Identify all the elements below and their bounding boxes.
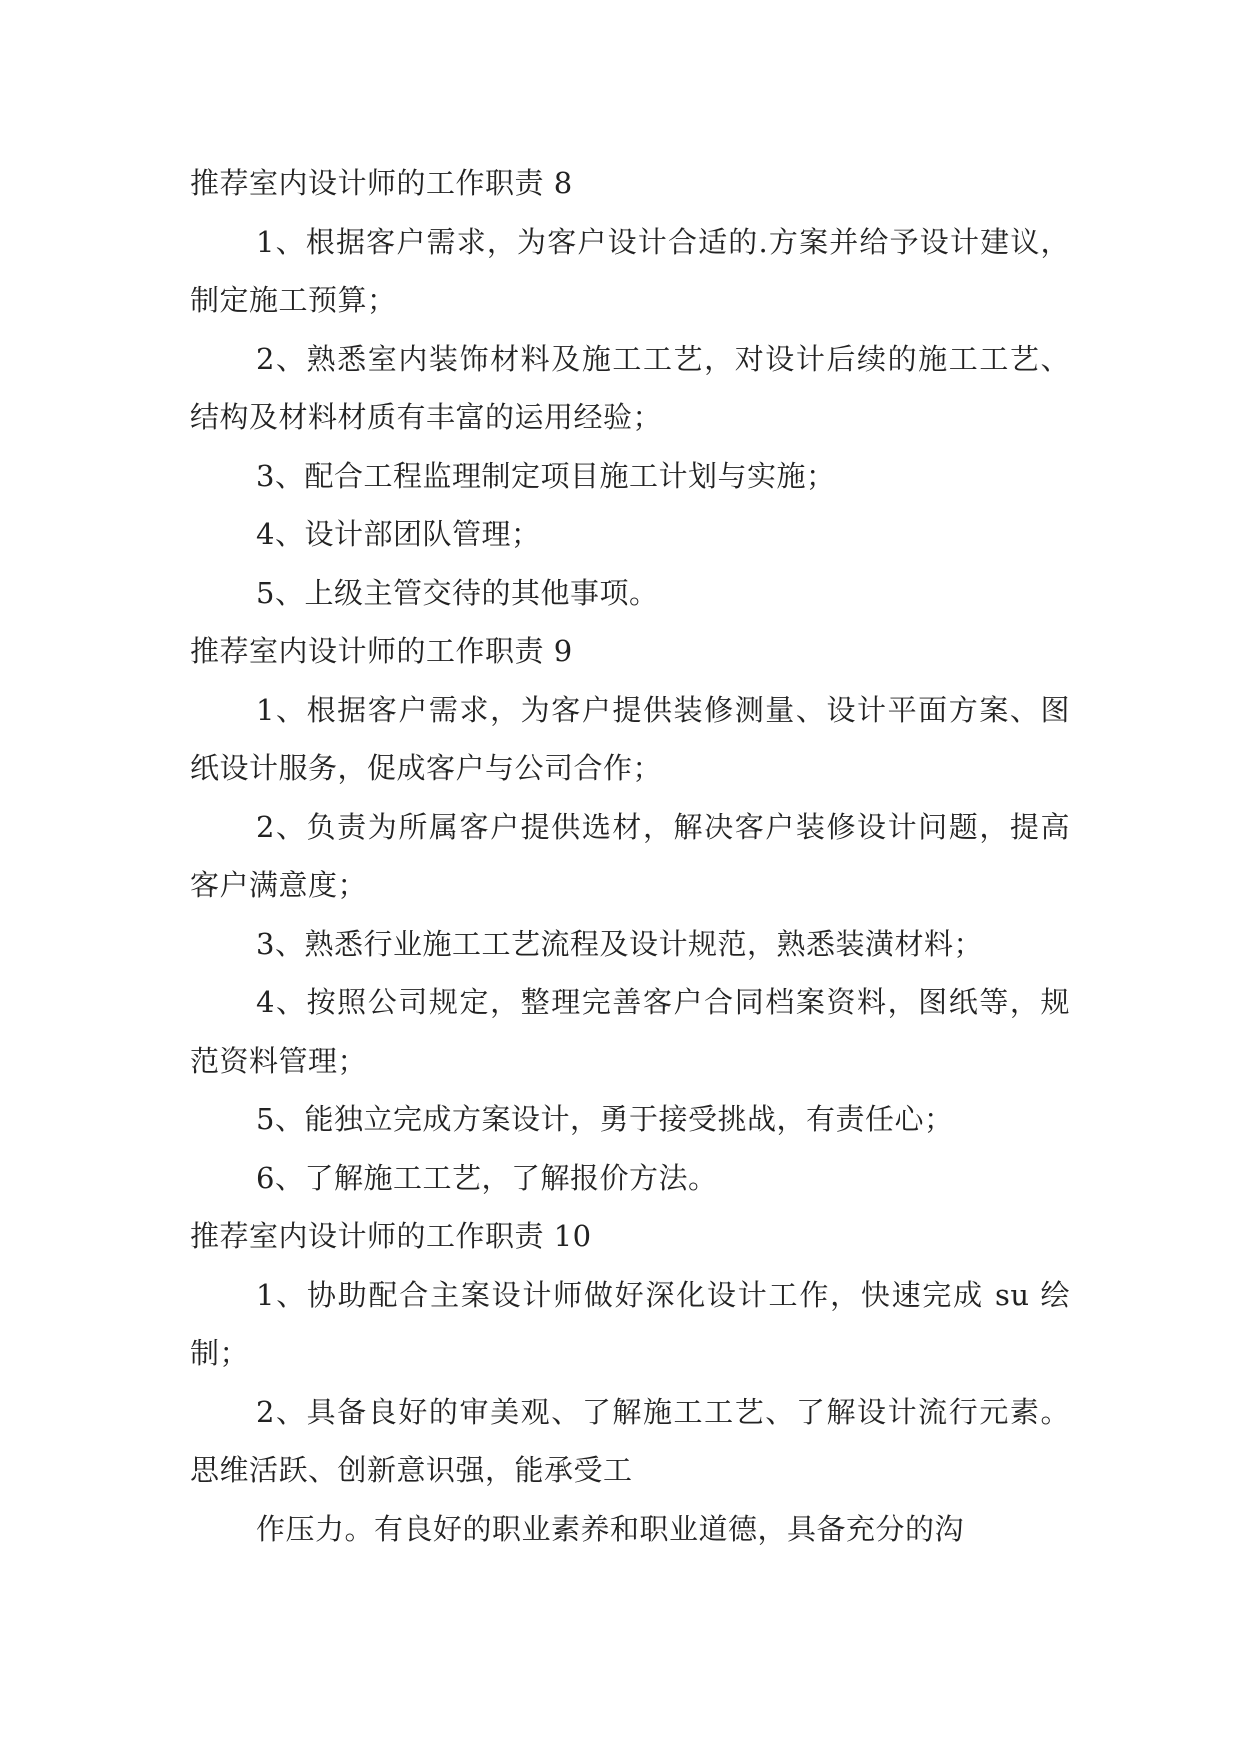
- paragraph: 2、熟悉室内装饰材料及施工工艺，对设计后续的施工工艺、结构及材料材质有丰富的运用经验；: [190, 341, 1070, 434]
- paragraph: 2、负责为所属客户提供选材，解决客户装修设计问题，提高客户满意度；: [190, 809, 1070, 902]
- paragraph: 4、按照公司规定，整理完善客户合同档案资料，图纸等，规范资料管理；: [190, 985, 1070, 1078]
- section-8: [190, 154, 1070, 622]
- document-body: [190, 154, 1070, 1558]
- paragraph: 1、协助配合主案设计师做好深化设计工作，快速完成 su 绘制；: [190, 1277, 1070, 1370]
- paragraph: 3、配合工程监理制定项目施工计划与实施；: [256, 458, 836, 493]
- section-10: [190, 1207, 1070, 1558]
- paragraph: 3、熟悉行业施工工艺流程及设计规范，熟悉装潢材料；: [256, 926, 983, 961]
- paragraph: 1、根据客户需求，为客户提供装修测量、设计平面方案、图纸设计服务，促成客户与公司合作；: [190, 692, 1070, 785]
- paragraph: 6、了解施工工艺，了解报价方法。: [256, 1160, 718, 1195]
- section-heading: 推荐室内设计师的工作职责 10: [190, 1219, 592, 1253]
- paragraph: 2、具备良好的审美观、了解施工工艺、了解设计流行元素。思维活跃、创新意识强，能承受工: [190, 1394, 1070, 1487]
- paragraph: 作压力。有良好的职业素养和职业道德，具备充分的沟: [256, 1511, 965, 1546]
- paragraph: 4、设计部团队管理；: [256, 517, 541, 551]
- paragraph: 5、上级主管交待的其他事项。: [256, 575, 659, 610]
- section-heading: 推荐室内设计师的工作职责 9: [190, 634, 573, 668]
- paragraph: 5、能独立完成方案设计，勇于接受挑战，有责任心；: [256, 1102, 954, 1136]
- section-9: [190, 622, 1070, 1207]
- paragraph: 1、根据客户需求，为客户设计合适的.方案并给予设计建议，制定施工预算；: [190, 224, 1070, 317]
- section-heading: 推荐室内设计师的工作职责 8: [190, 166, 573, 200]
